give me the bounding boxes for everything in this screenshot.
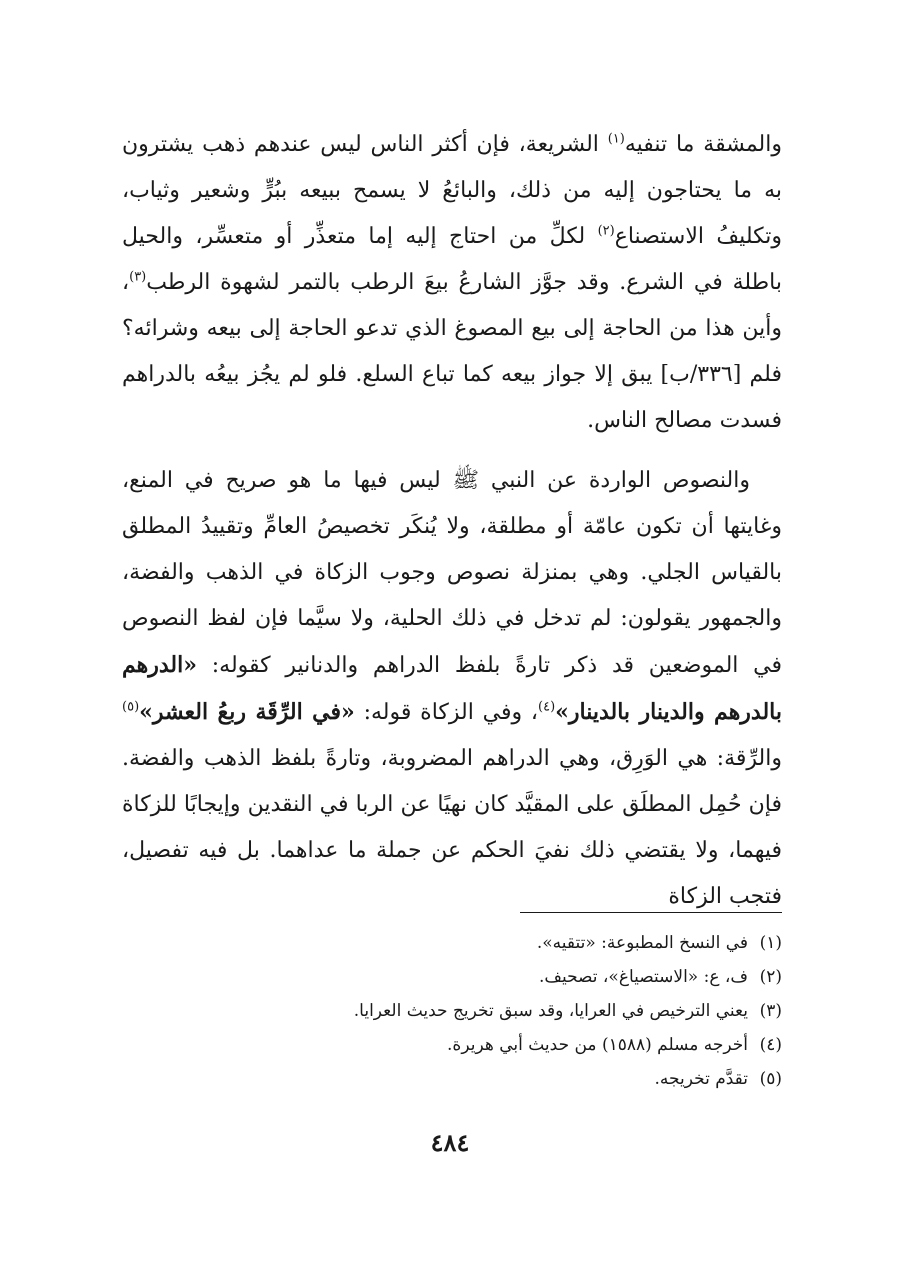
footnote-text: تقدَّم تخريجه. bbox=[654, 1069, 748, 1089]
footnote-ref-2: (٢) bbox=[597, 223, 615, 239]
footnote-number: (٥) bbox=[759, 1069, 782, 1089]
footnote-number: (٢) bbox=[759, 967, 782, 987]
page-number: ٤٨٤ bbox=[430, 1128, 470, 1157]
hadith-quote: «الدرهم بالدرهم والدينار بالدينار» bbox=[122, 652, 782, 725]
footnote-ref-1: (١) bbox=[607, 131, 625, 147]
main-text bbox=[122, 122, 782, 920]
footnote-text: يعني الترخيص في العرايا، وقد سبق تخريج حديث العرايا. bbox=[353, 1001, 748, 1021]
footnote-ref-5: (٥) bbox=[122, 699, 140, 715]
footnote-ref-3: (٣) bbox=[129, 269, 147, 285]
text-segment: الشريعة، فإن أكثر الناس ليس عندهم ذهب يشترون به ما يحتاجون إليه من ذلك، والبائعُ لا يسمح ببيعه ببُرٍّ وشعير وثياب، وتكليفُ الاستصناع bbox=[122, 132, 782, 249]
footnote-text: في النسخ المطبوعة: «تتقيه». bbox=[536, 933, 748, 953]
text-segment: ، وأين هذا من الحاجة إلى بيع المصوغ الذي تدعو الحاجة إلى بيعه وشرائه؟ فلم [٣٣٦/ب] يبق إلا جواز بيعه كما تباع السلع. فلو لم يجُز بيعُه بالدراهم فسدت مصالح الناس. bbox=[122, 270, 782, 433]
footnote-item bbox=[122, 1062, 782, 1096]
text-segment: والرِّقة: هي الوَرِق، وهي الدراهم المضروبة، وتارةً بلفظ الذهب والفضة. فإن حُمِل المطلَق على المقيَّد كان نهيًا عن الربا في النقدين وإيجابًا للزكاة فيهما، ولا يقتضي ذلك نفيَ الحكم عن جملة ما عداهما. بل فيه تفصيل، فتجب الزكاة bbox=[122, 746, 782, 909]
paragraph-1 bbox=[122, 122, 782, 444]
footnote-number: (٣) bbox=[759, 1001, 782, 1021]
footnote-number: (١) bbox=[759, 933, 782, 953]
footnote-item bbox=[122, 926, 782, 960]
footnote-item bbox=[122, 960, 782, 994]
text-segment: لكلِّ من احتاج إليه إما متعذِّر أو متعسِّر، والحيل باطلة في الشرع. وقد جوَّز الشارعُ بيعَ الرطب بالتمر لشهوة الرطب bbox=[122, 224, 782, 295]
hadith-quote: «في الرِّقَة ربعُ العشر» bbox=[139, 699, 355, 725]
footnote-number: (٤) bbox=[759, 1035, 782, 1055]
text-segment: ، وفي الزكاة قوله: bbox=[354, 700, 538, 725]
text-segment: والنصوص الواردة عن النبي ﷺ ليس فيها ما هو صريح في المنع، وغايتها أن تكون عامّة أو مطلقة، ولا يُنكَر تخصيصُ العامِّ وتقييدُ المطلق بالقياس الجلي. وهي بمنزلة نصوص وجوب الزكاة في الذهب والفضة، والجمهور يقولون: لم تدخل في ذلك الحلية، ولا سيَّما فإن لفظ النصوص في الموضعين قد ذكر تارةً بلفظ الدراهم والدنانير كقوله: bbox=[122, 468, 782, 678]
text-segment: والمشقة ما تنفيه bbox=[624, 132, 782, 157]
footnotes-list bbox=[122, 926, 782, 1096]
footnote-text: أخرجه مسلم (١٥٨٨) من حديث أبي هريرة. bbox=[447, 1035, 748, 1055]
footnote-ref-4: (٤) bbox=[538, 699, 556, 715]
footnote-item bbox=[122, 1028, 782, 1062]
paragraph-2 bbox=[122, 458, 782, 920]
footnote-separator bbox=[520, 912, 782, 913]
footnote-text: ف، ع: «الاستصياغ»، تصحيف. bbox=[538, 967, 748, 987]
footnote-item bbox=[122, 994, 782, 1028]
